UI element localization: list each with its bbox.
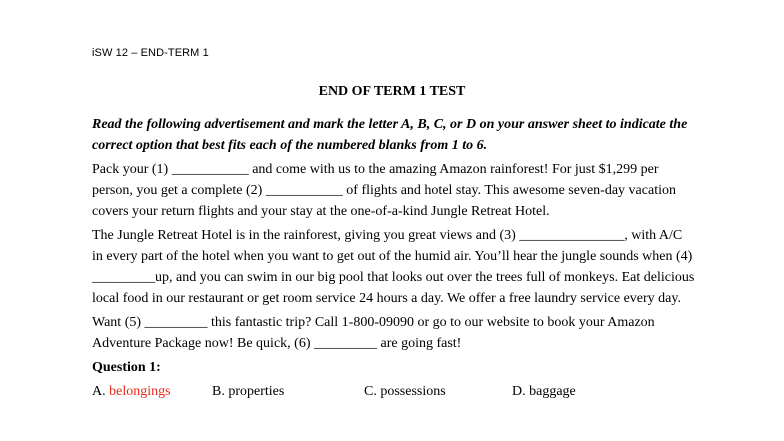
option-a-letter: A. bbox=[92, 384, 106, 399]
document-header: iSW 12 – END-TERM 1 bbox=[92, 47, 209, 59]
page-title: END OF TERM 1 TEST bbox=[318, 84, 466, 99]
option-b bbox=[212, 381, 284, 402]
paragraph-3: Want (5) _________ this fantastic trip? Call 1-800-09090 or go to our website to book your Amazon Adventure Package now! Be quick, (6) _________ are going fast! bbox=[92, 315, 655, 351]
option-b-text: properties bbox=[228, 384, 285, 399]
option-d-text: baggage bbox=[529, 384, 576, 399]
option-a-text: belongings bbox=[109, 384, 171, 399]
instruction-text: Read the following advertisement and mark the letter A, B, C, or D on your answer sheet to indicate the correct option that best fits each of the numbered blanks from 1 to 6. bbox=[92, 117, 688, 153]
document-body bbox=[92, 114, 696, 405]
option-b-letter: B. bbox=[212, 384, 225, 399]
option-d-letter: D. bbox=[512, 384, 526, 399]
answer-options bbox=[92, 381, 696, 405]
paragraph-2: The Jungle Retreat Hotel is in the rainforest, giving you great views and (3) _______________, with A/C in every part of the hotel when you want to get out of the humid air. You’ll hear the jungle sounds when (4) _________up, and you can swim in our big pool that looks out over the trees full of monkeys. Eat delicious local food in our restaurant or get room service 24 hours a day. We offer a free laundry service every day. bbox=[92, 228, 695, 306]
option-d bbox=[512, 381, 576, 402]
option-c bbox=[364, 381, 446, 402]
option-a bbox=[92, 381, 171, 402]
question-title: Question 1: bbox=[92, 360, 161, 375]
option-c-text: possessions bbox=[380, 384, 446, 399]
option-c-letter: C. bbox=[364, 384, 377, 399]
paragraph-1: Pack your (1) ___________ and come with us to the amazing Amazon rainforest! For just $1,299 per person, you get a complete (2) ___________ of flights and hotel stay. This awesome seven-day vacation covers your return flights and your stay at the one-of-a-kind Jungle Retreat Hotel. bbox=[92, 162, 676, 219]
